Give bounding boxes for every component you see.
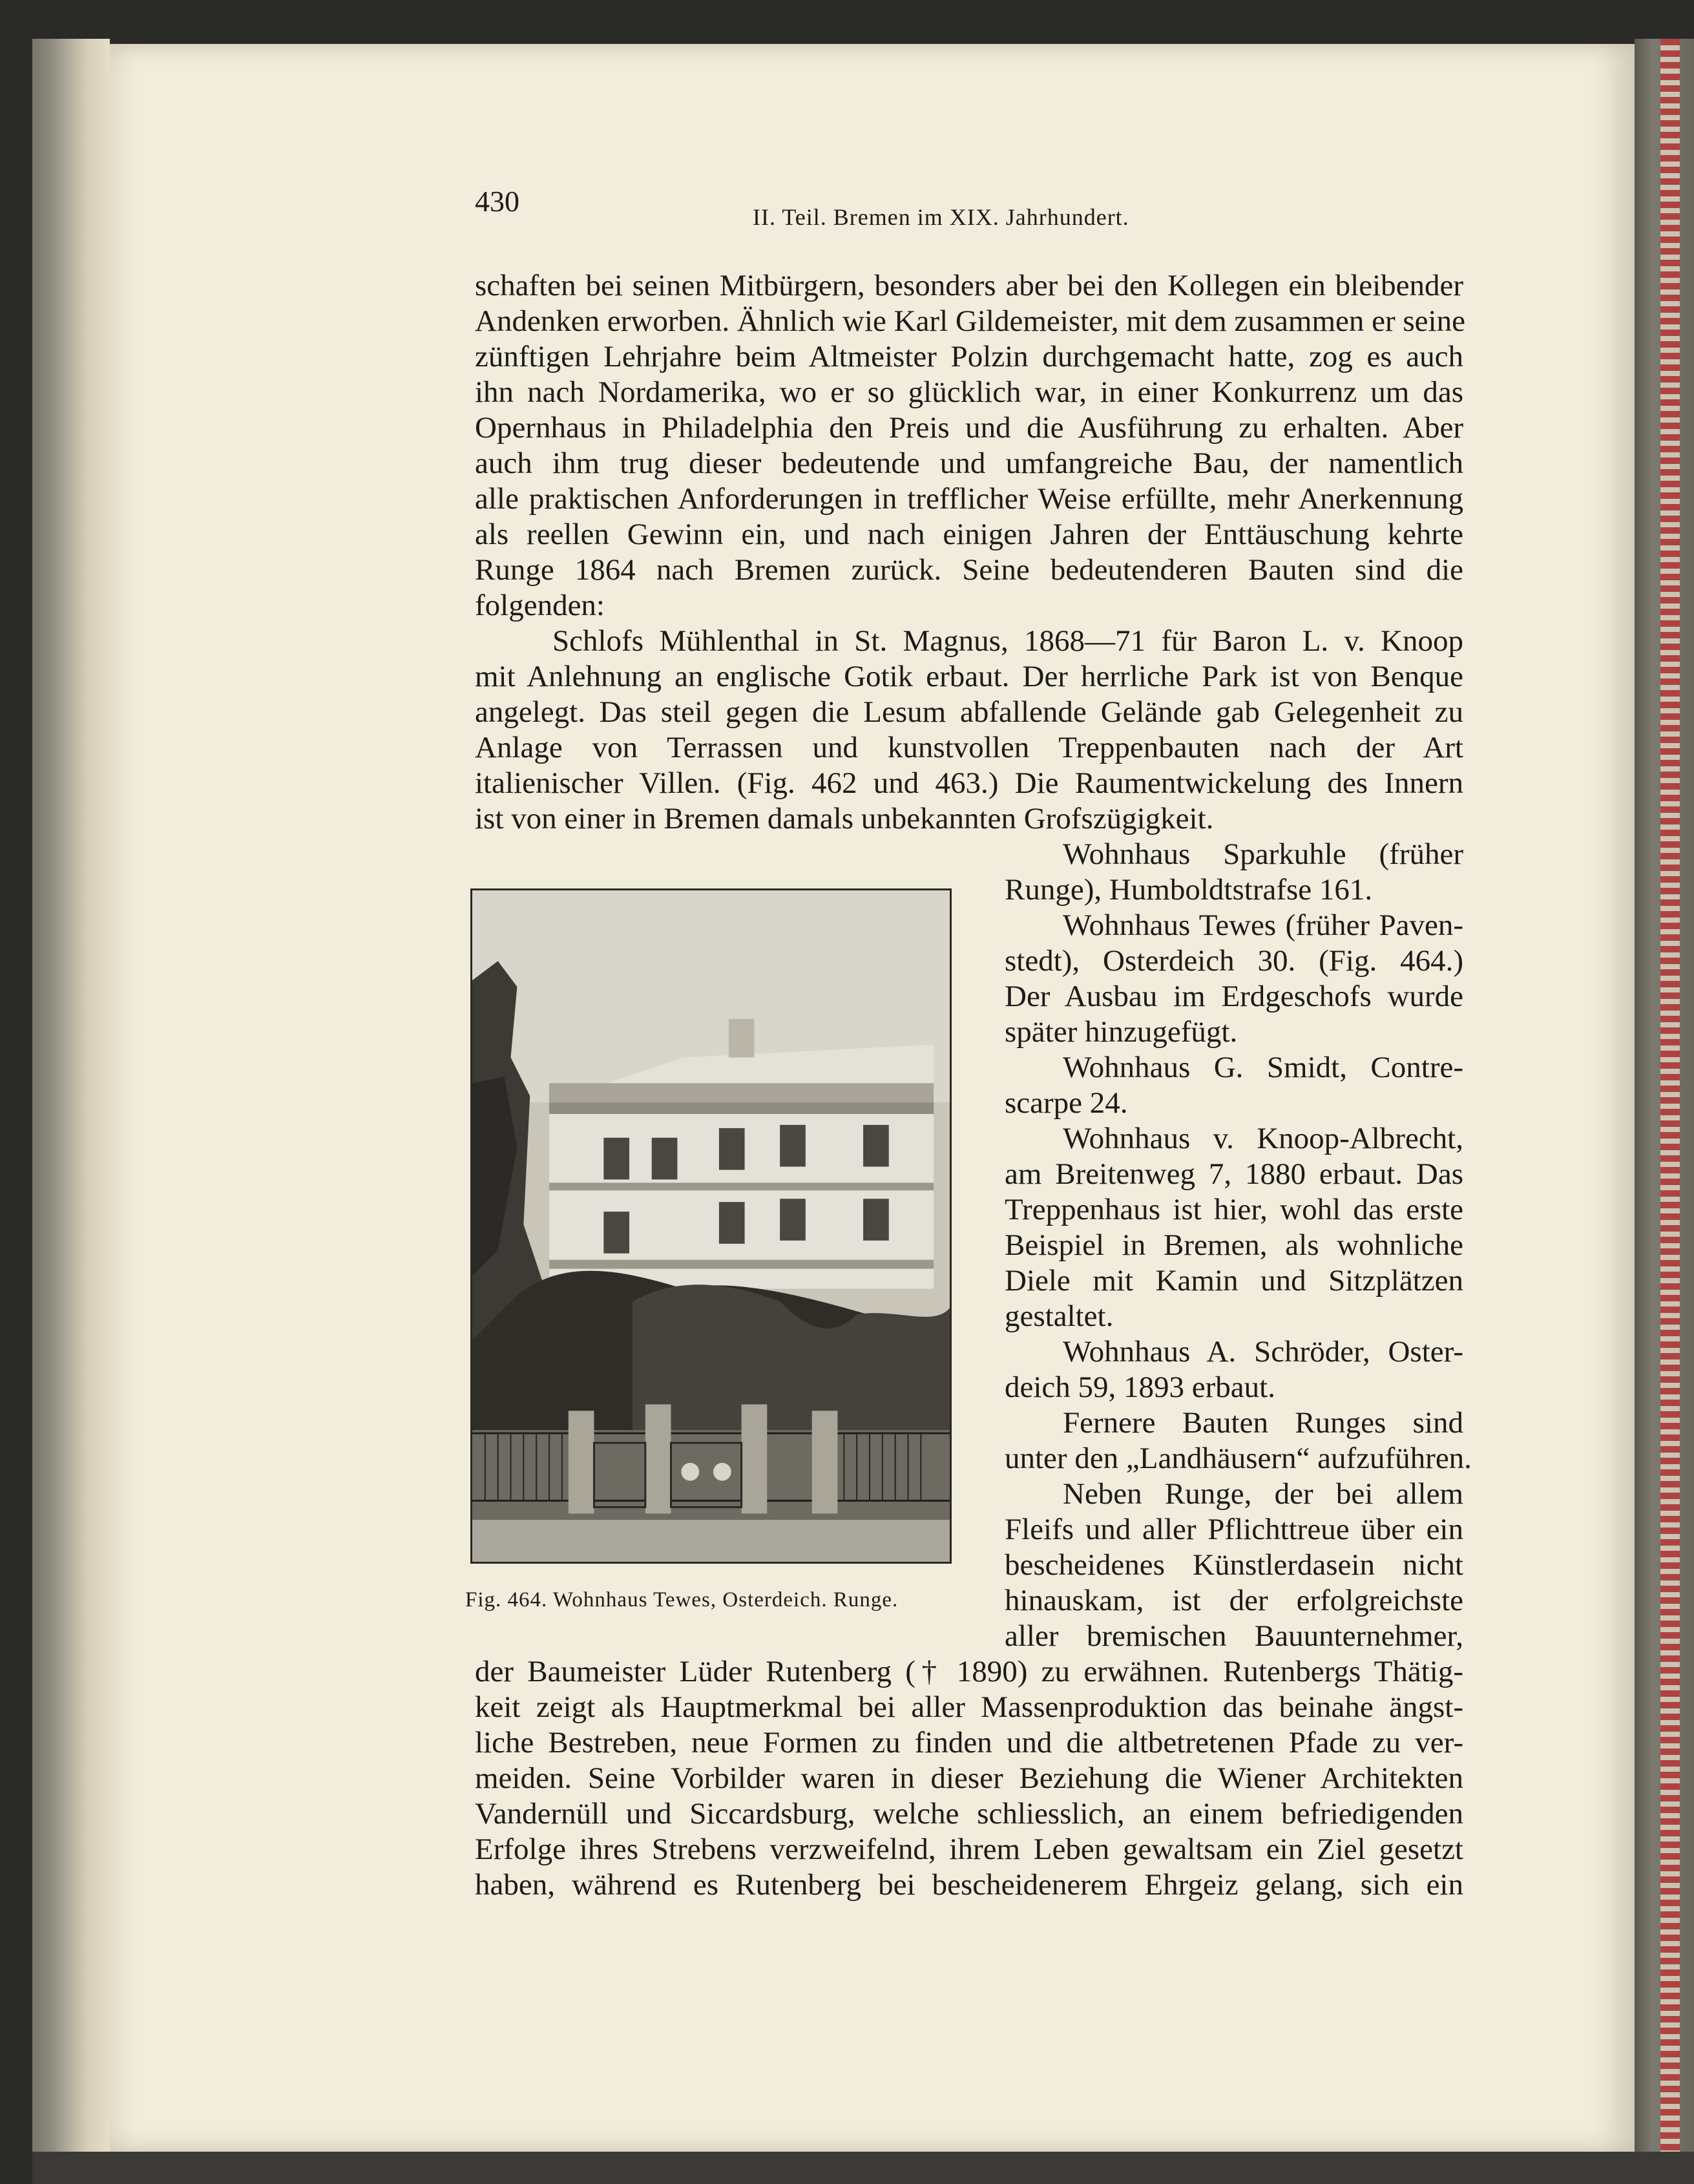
text-line: Erfolge ihres Strebens verzweifelnd, ihrem Leben gewaltsam ein Ziel gesetzt bbox=[475, 1832, 1463, 1866]
text-line: gestaltet. bbox=[1005, 1299, 1114, 1333]
text-line: hinauskam, ist der erfolgreichste bbox=[1005, 1584, 1463, 1617]
text-line: als reellen Gewinn ein, und nach einigen Jahren der Enttäuschung kehrte bbox=[475, 518, 1463, 551]
text-line: am Breitenweg 7, 1880 erbaut. Das bbox=[1005, 1157, 1463, 1191]
text-line: Diele mit Kamin und Sitzplätzen bbox=[1005, 1264, 1463, 1297]
text-line: Opernhaus in Philadelphia den Preis und die Ausführung zu erhalten. Aber bbox=[475, 411, 1463, 445]
text-line: haben, während es Rutenberg bei bescheidenerem Ehrgeiz gelang, sich ein bbox=[475, 1868, 1463, 1902]
text-line: italienischer Villen. (Fig. 462 und 463.) Die Raumentwickelung des Innern bbox=[475, 766, 1463, 800]
running-head: II. Teil. Bremen im XIX. Jahrhundert. bbox=[753, 204, 1129, 230]
text-line: Beispiel in Bremen, als wohnliche bbox=[1005, 1228, 1463, 1262]
text-line: Fleifs und aller Pflichttreue über ein bbox=[1005, 1513, 1463, 1546]
text-line: stedt), Osterdeich 30. (Fig. 464.) bbox=[1005, 944, 1463, 978]
text-line: Andenken erworben. Ähnlich wie Karl Gildemeister, mit dem zusammen er seine bbox=[475, 304, 1465, 338]
text-line: Wohnhaus Sparkuhle (früher bbox=[1063, 837, 1463, 871]
bookmark-ribbon bbox=[1660, 39, 1680, 2165]
text-line: Schlofs Mühlenthal in St. Magnus, 1868—71 für Baron L. v. Knoop bbox=[552, 624, 1463, 658]
text-line: Der Ausbau im Erdgeschofs wurde bbox=[1005, 980, 1463, 1013]
text-line: folgenden: bbox=[475, 589, 605, 622]
text-line: Wohnhaus G. Smidt, Contre- bbox=[1063, 1051, 1463, 1084]
text-line: aller bremischen Bauunternehmer, bbox=[1005, 1619, 1463, 1653]
text-line: Wohnhaus A. Schröder, Oster- bbox=[1063, 1335, 1463, 1369]
text-line: mit Anlehnung an englische Gotik erbaut. Der herrliche Park ist von Benque bbox=[475, 660, 1463, 693]
figure-caption: Fig. 464. Wohnhaus Tewes, Osterdeich. Runge. bbox=[465, 1588, 899, 1612]
text-line: später hinzugefügt. bbox=[1005, 1015, 1238, 1049]
text-line: deich 59, 1893 erbaut. bbox=[1005, 1370, 1275, 1404]
figure-photo-wohnhaus-tewes bbox=[470, 888, 952, 1564]
text-line: Vandernüll und Siccardsburg, welche schliesslich, an einem befriedigenden bbox=[475, 1797, 1463, 1831]
text-line: keit zeigt als Hauptmerkmal bei aller Massenproduktion das beinahe ängst- bbox=[475, 1690, 1463, 1724]
book-bottom-edge bbox=[32, 2152, 1694, 2184]
page-block-edge bbox=[32, 39, 110, 2152]
text-line: alle praktischen Anforderungen in trefflicher Weise erfüllte, mehr Anerkennung bbox=[475, 482, 1463, 516]
text-line: scarpe 24. bbox=[1005, 1086, 1128, 1120]
text-line: Fernere Bauten Runges sind bbox=[1063, 1406, 1463, 1440]
text-line: bescheidenes Künstlerdasein nicht bbox=[1005, 1548, 1463, 1582]
text-line: liche Bestreben, neue Formen zu finden und die altbetretenen Pfade zu ver- bbox=[475, 1726, 1463, 1759]
text-line: Anlage von Terrassen und kunstvollen Treppenbauten nach der Art bbox=[475, 731, 1463, 764]
villa-photo bbox=[472, 890, 950, 1562]
text-line: Runge 1864 nach Bremen zurück. Seine bedeutenderen Bauten sind die bbox=[475, 553, 1463, 587]
text-line: ist von einer in Bremen damals unbekannten Grofszügigkeit. bbox=[475, 802, 1214, 835]
text-line: auch ihm trug dieser bedeutende und umfangreiche Bau, der namentlich bbox=[475, 446, 1463, 480]
text-line: Runge), Humboldtstrafse 161. bbox=[1005, 873, 1373, 907]
text-line: meiden. Seine Vorbilder waren in dieser Beziehung die Wiener Architekten bbox=[475, 1761, 1463, 1795]
text-line: ihn nach Nordamerika, wo er so glücklich war, in einer Konkurrenz um das bbox=[475, 375, 1463, 409]
text-line: unter den „Landhäusern“ aufzuführen. bbox=[1005, 1442, 1472, 1475]
text-line: der Baumeister Lüder Rutenberg († 1890) zu erwähnen. Rutenbergs Thätig- bbox=[475, 1655, 1463, 1688]
text-line: Wohnhaus Tewes (früher Paven- bbox=[1063, 908, 1463, 942]
text-line: angelegt. Das steil gegen die Lesum abfallende Gelände gab Gelegenheit zu bbox=[475, 695, 1463, 729]
text-line: Treppenhaus ist hier, wohl das erste bbox=[1005, 1193, 1463, 1226]
text-line: schaften bei seinen Mitbürgern, besonders aber bei den Kollegen ein bleibender bbox=[475, 269, 1463, 302]
text-line: Wohnhaus v. Knoop-Albrecht, bbox=[1063, 1122, 1463, 1155]
text-line: Neben Runge, der bei allem bbox=[1063, 1477, 1463, 1511]
page-number: 430 bbox=[475, 185, 519, 218]
text-line: zünftigen Lehrjahre beim Altmeister Polzin durchgemacht hatte, zog es auch bbox=[475, 340, 1463, 373]
